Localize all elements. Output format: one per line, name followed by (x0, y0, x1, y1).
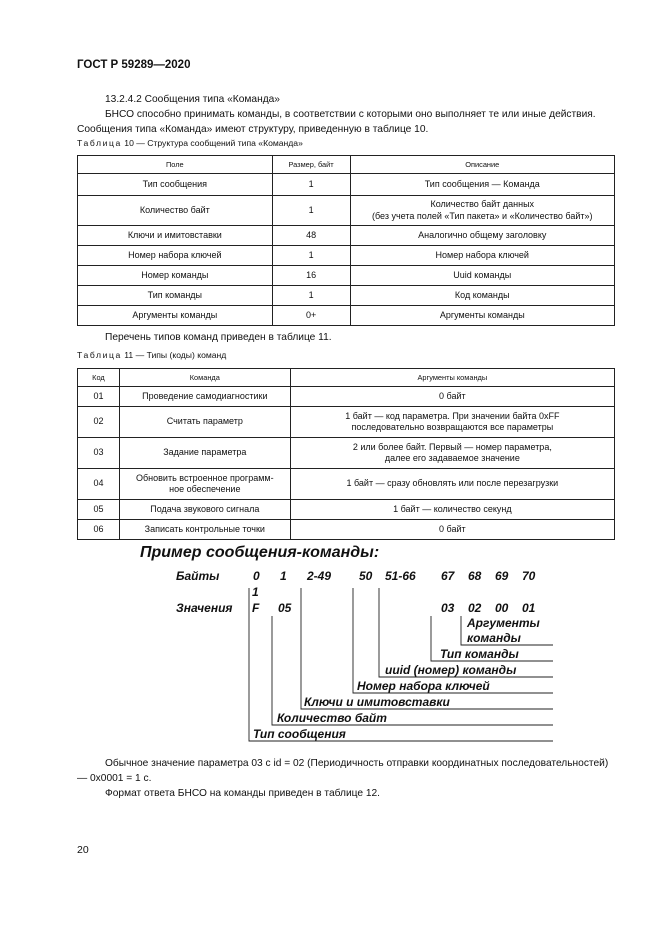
label-keyset: Номер набора ключей (357, 679, 490, 693)
table10-header: Размер, байт (272, 156, 350, 174)
byte-index: 51-66 (385, 569, 416, 583)
table-cell: Тип сообщения — Команда (350, 174, 614, 196)
label-count: Количество байт (277, 711, 387, 725)
table-cell: 05 (78, 500, 120, 520)
table11-header: Команда (119, 369, 290, 387)
table10-caption-text: 10 — Структура сообщений типа «Команда» (121, 138, 303, 148)
table-cell: Тип сообщения (78, 174, 273, 196)
table11-header: Код (78, 369, 120, 387)
table-cell: 1 (272, 196, 350, 226)
table-cell: Количество байт (78, 196, 273, 226)
table10-header: Описание (350, 156, 614, 174)
label-cmd-type: Тип команды (440, 647, 519, 661)
table-cell: 1 (272, 174, 350, 196)
table-cell: Номер команды (78, 266, 273, 286)
table10-header: Поле (78, 156, 273, 174)
table-cell: 1 байт — количество секунд (290, 500, 614, 520)
section-title: 13.2.4.2 Сообщения типа «Команда» (105, 94, 280, 105)
table-cell: Количество байт данных (без учета полей «Тип пакета» и «Количество байт») (350, 196, 614, 226)
table-cell: 1 байт — код параметра. При значении байта 0xFF последовательно возвращаются все параметры (290, 407, 614, 438)
label-args-line2: команды (467, 631, 521, 645)
byte-index: 68 (468, 569, 482, 583)
byte-index: 70 (522, 569, 536, 583)
table11-caption-prefix: Таблица (77, 350, 122, 360)
byte-index: 50 (359, 569, 373, 583)
value-arg: 02 (468, 601, 482, 615)
byte-index: 67 (441, 569, 455, 583)
table-cell: Номер набора ключей (350, 246, 614, 266)
page-number: 20 (77, 844, 89, 856)
table-cell: Аналогично общему заголовку (350, 226, 614, 246)
byte-index: 69 (495, 569, 509, 583)
table-cell: Ключи и имитовставки (78, 226, 273, 246)
table11-caption-text: 11 — Типы (коды) команд (121, 350, 227, 360)
table-cell: 16 (272, 266, 350, 286)
label-uuid: uuid (номер) команды (385, 663, 517, 677)
footer-text-1: Обычное значение параметра 03 с id = 02 (Периодичность отправки координатных последовательностей) — 0x0001 = 1 с. (77, 758, 609, 784)
table-cell: 03 (78, 438, 120, 469)
values-label: Значения (176, 601, 233, 615)
table-cell: 1 байт — сразу обновлять или после перезагрузки (290, 469, 614, 500)
table-cell: Uuid команды (350, 266, 614, 286)
label-args-line1: Аргументы (467, 616, 540, 630)
section-intro-text: БНСО способно принимать команды, в соответствии с которыми оно выполняет те или иные действия. Сообщения типа «Команда» имеют структуру, приведенную в таблице 10. (77, 109, 596, 135)
table-cell: 0+ (272, 306, 350, 326)
document-header: ГОСТ Р 59289—2020 (77, 59, 191, 71)
table-cell: Аргументы команды (350, 306, 614, 326)
table-cell: 48 (272, 226, 350, 246)
bytes-label: Байты (176, 569, 220, 583)
table-cell: Считать параметр (119, 407, 290, 438)
footer-paragraphs (77, 756, 614, 801)
byte-index: 1 (280, 569, 287, 583)
diagram-title: Пример сообщения-команды: (140, 544, 380, 561)
table-cell: Подача звукового сигнала (119, 500, 290, 520)
value-type-bottom: F (252, 601, 260, 615)
table-cell: Код команды (350, 286, 614, 306)
table-cell: Аргументы команды (78, 306, 273, 326)
table-cell: Номер набора ключей (78, 246, 273, 266)
label-keys: Ключи и имитовставки (304, 695, 450, 709)
table-cell: Тип команды (78, 286, 273, 306)
table-cell: 02 (78, 407, 120, 438)
value-cmd-type: 03 (441, 601, 455, 615)
footer-text-2: Формат ответа БНСО на команды приведен в таблице 12. (105, 788, 381, 799)
table-cell: Записать контрольные точки (119, 520, 290, 540)
table-cell: 1 (272, 246, 350, 266)
label-type: Тип сообщения (253, 727, 346, 741)
table-cell: Проведение самодиагностики (119, 387, 290, 407)
table-cell: 06 (78, 520, 120, 540)
table-cell: 0 байт (290, 520, 614, 540)
value-count: 05 (278, 601, 292, 615)
table-cell: 0 байт (290, 387, 614, 407)
byte-index: 0 (253, 569, 260, 583)
value-arg: 01 (522, 601, 536, 615)
byte-index: 2-49 (307, 569, 332, 583)
between-text: Перечень типов команд приведен в таблице 11. (105, 332, 332, 343)
table-cell: 2 или более байт. Первый — номер параметра, далее его задаваемое значение (290, 438, 614, 469)
table11-header: Аргументы команды (290, 369, 614, 387)
table-cell: 1 (272, 286, 350, 306)
table-cell: Задание параметра (119, 438, 290, 469)
table-cell: Обновить встроенное программ- ное обеспечение (119, 469, 290, 500)
value-arg: 00 (495, 601, 509, 615)
table-cell: 01 (78, 387, 120, 407)
value-type-top: 1 (252, 585, 259, 599)
table-cell: 04 (78, 469, 120, 500)
table10-caption-prefix: Таблица (77, 138, 122, 148)
